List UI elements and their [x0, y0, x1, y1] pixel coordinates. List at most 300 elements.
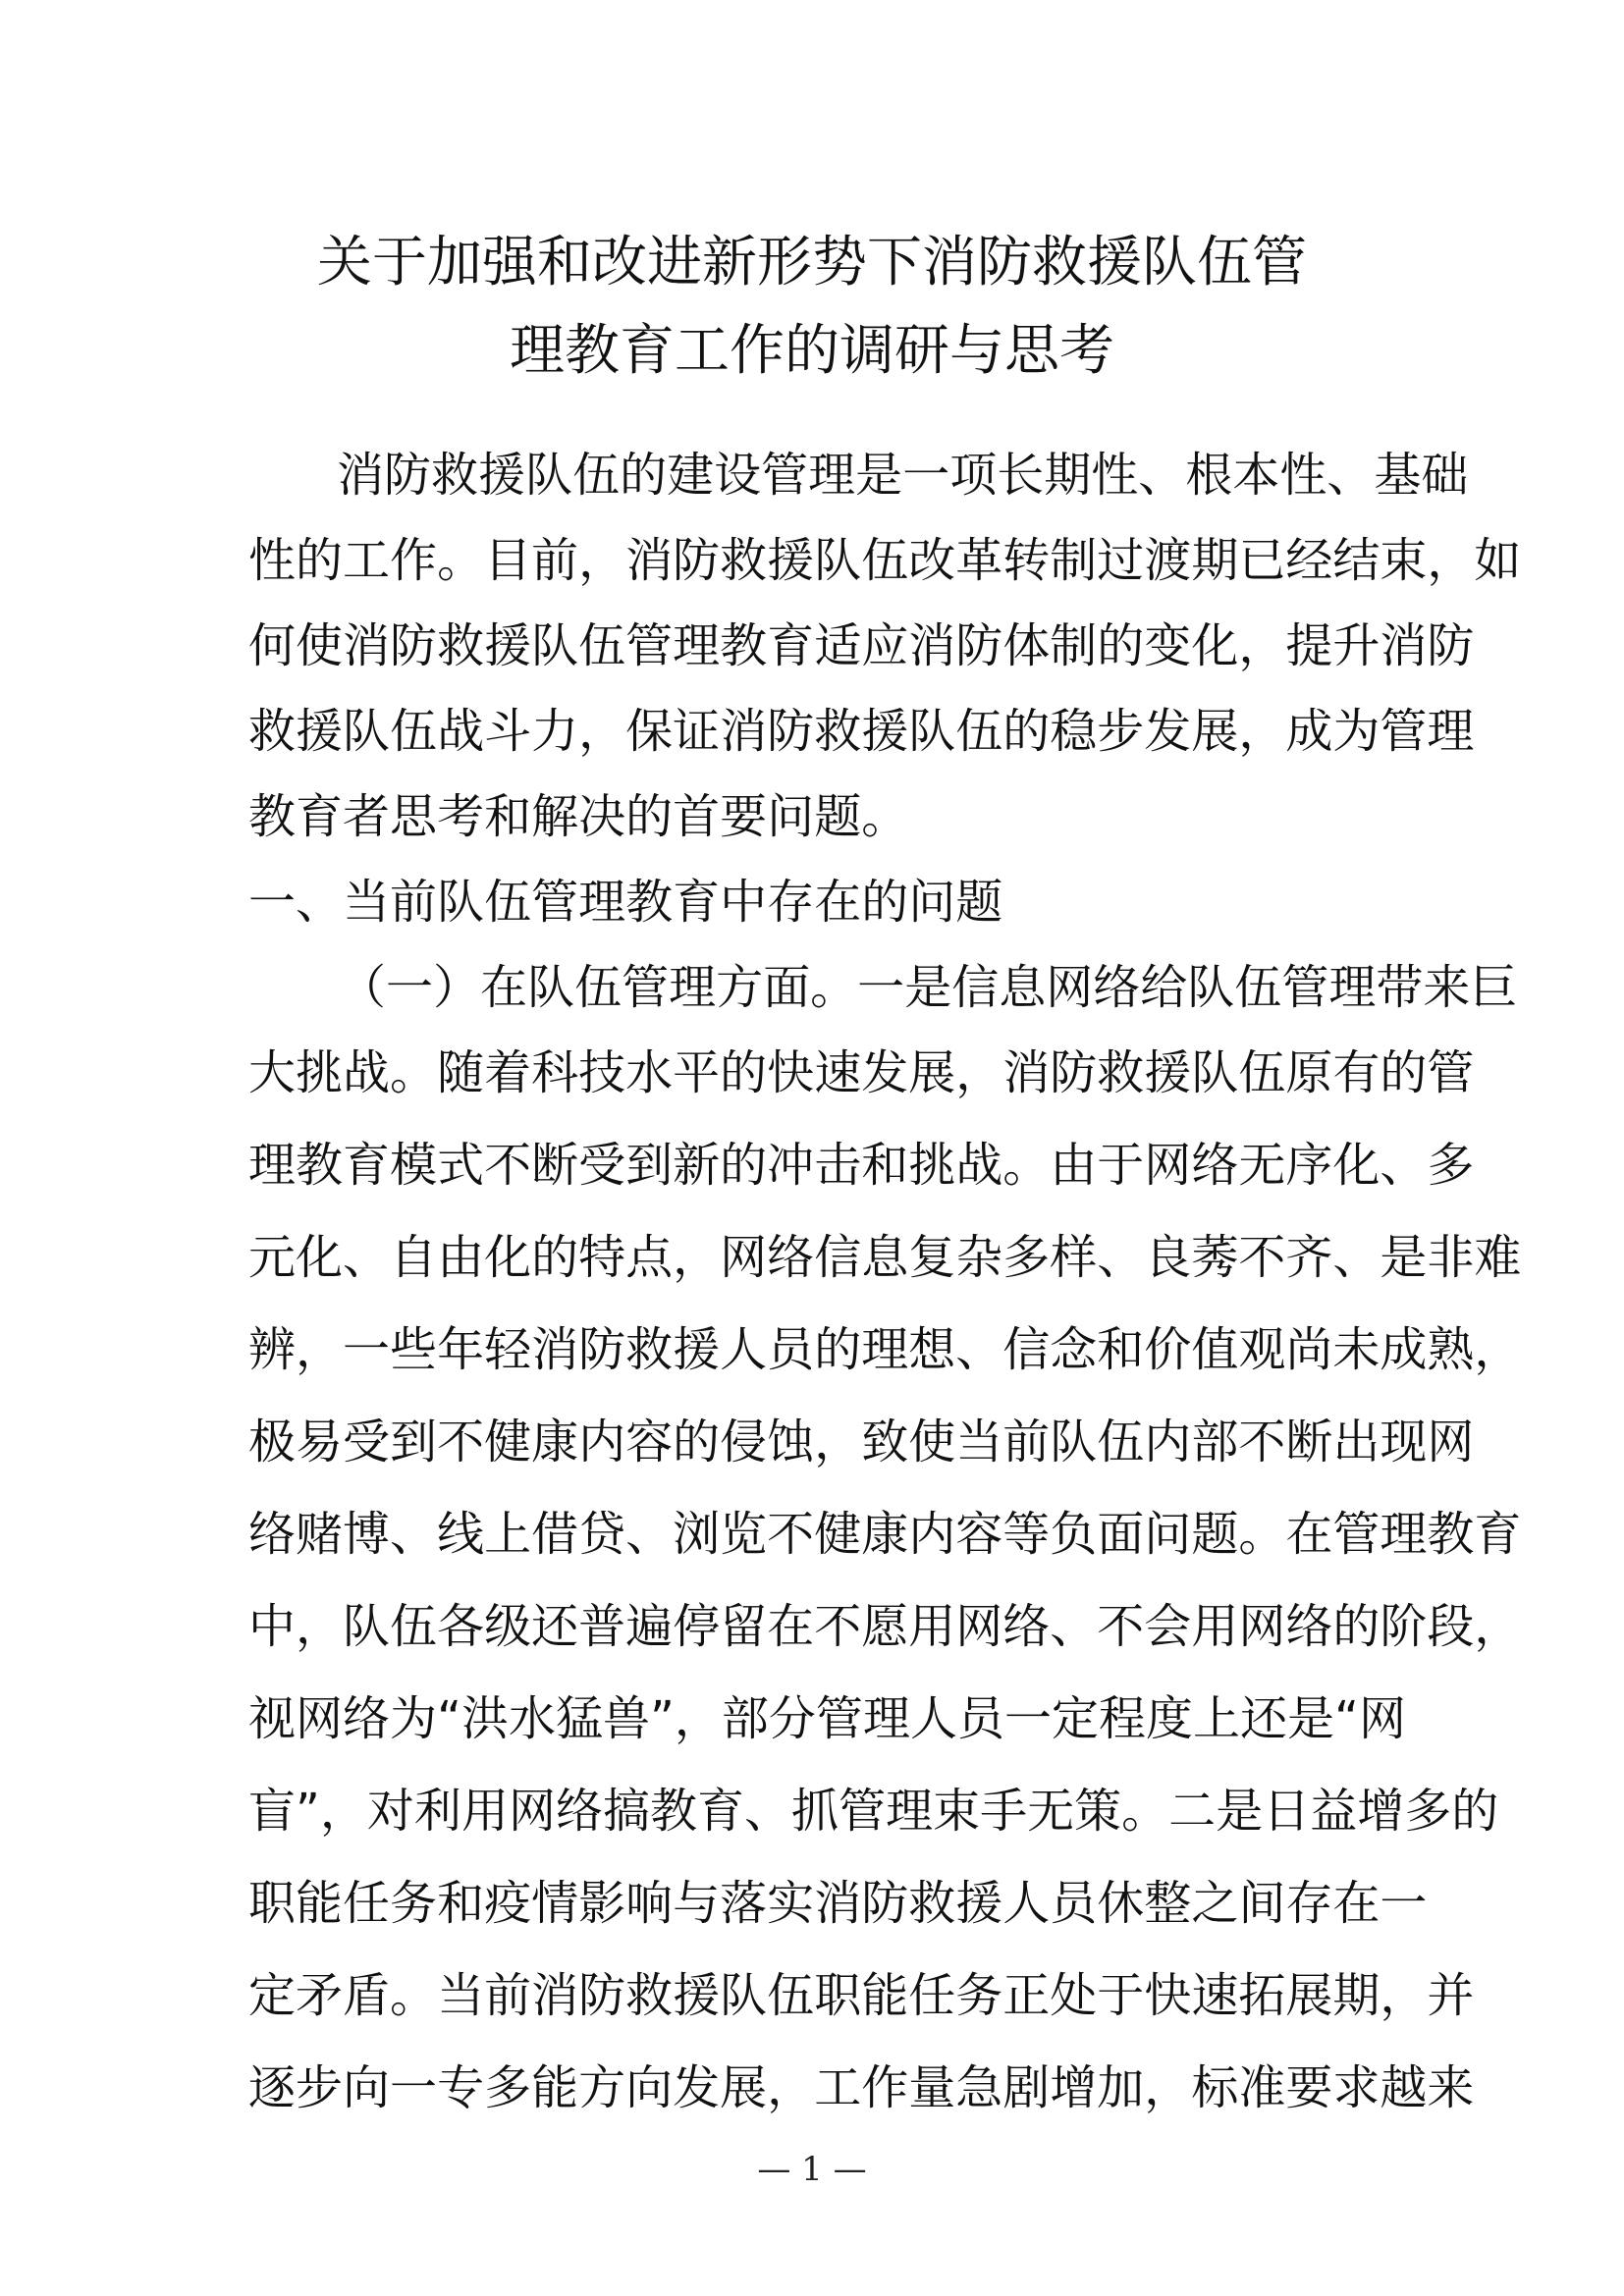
character: 定 — [248, 1968, 297, 2023]
character: 策 — [1074, 1784, 1122, 1839]
character: 改 — [908, 533, 956, 588]
character: 化 — [296, 1230, 344, 1285]
character: 络 — [1191, 1138, 1239, 1193]
character: 的 — [1380, 1045, 1428, 1100]
character: 防 — [384, 448, 432, 503]
character: 存 — [767, 875, 815, 930]
character: 员 — [1050, 1876, 1098, 1931]
character: 遍 — [625, 1599, 674, 1654]
character: 伍 — [767, 1968, 815, 2023]
character: 当 — [955, 1415, 1003, 1469]
character: ， — [1238, 704, 1286, 759]
character: 想 — [908, 1322, 956, 1377]
character: 理 — [673, 618, 721, 673]
character: 中 — [248, 1599, 297, 1654]
character: 网 — [1358, 1691, 1406, 1746]
character: 在 — [1332, 1876, 1380, 1931]
character: 问 — [1144, 1507, 1192, 1562]
character: ， — [1380, 1968, 1428, 2023]
character: 序 — [1285, 1138, 1333, 1193]
character: 要 — [720, 789, 768, 844]
character: 要 — [1285, 2060, 1333, 2115]
character: 影 — [578, 1876, 626, 1931]
character: 制 — [1050, 533, 1098, 588]
paragraph-line — [248, 1043, 1474, 1102]
character: 杂 — [955, 1230, 1003, 1285]
character: 式 — [437, 1138, 485, 1193]
character: 络 — [767, 1230, 815, 1285]
character: 来 — [1423, 960, 1471, 1015]
character: 、 — [1138, 448, 1186, 503]
character: 猛 — [555, 1691, 603, 1746]
document-title-line-2: 理教育工作的调研与思考 — [510, 319, 1114, 383]
character: 情 — [531, 1876, 579, 1931]
character: 束 — [1380, 533, 1428, 588]
character: 不 — [1238, 1230, 1286, 1285]
character: 向 — [625, 2060, 674, 2115]
character: 考 — [437, 789, 485, 844]
character: 升 — [1332, 618, 1380, 673]
character: 成 — [1380, 1322, 1428, 1377]
character: 理 — [861, 1322, 909, 1377]
character: 逐 — [248, 2060, 297, 2115]
character: 由 — [1050, 1138, 1098, 1193]
character: 、 — [1332, 1230, 1380, 1285]
character: 。 — [1121, 1784, 1169, 1839]
character: 管 — [622, 960, 670, 1015]
character: 侵 — [720, 1415, 768, 1469]
character: 消 — [814, 1876, 862, 1931]
character: 队 — [1191, 1045, 1239, 1100]
character: 不 — [1097, 1599, 1145, 1654]
character: 建 — [667, 448, 715, 503]
character: “ — [437, 1691, 461, 1746]
character: 存 — [1285, 1876, 1333, 1931]
character: 队 — [531, 618, 579, 673]
character: 防 — [861, 1876, 909, 1931]
character: 信 — [814, 1230, 862, 1285]
character: 元 — [248, 1230, 297, 1285]
character: 用 — [908, 1599, 956, 1654]
character: 是 — [1287, 1691, 1335, 1746]
character: 观 — [1238, 1322, 1286, 1377]
character: 会 — [1144, 1599, 1192, 1654]
character: 信 — [951, 960, 1000, 1015]
character: 防 — [578, 1322, 626, 1377]
character: 人 — [1002, 1876, 1051, 1931]
page-number: — 1 — — [757, 2150, 867, 2189]
character: 赌 — [296, 1507, 344, 1562]
character: 二 — [1168, 1784, 1217, 1839]
character: 极 — [248, 1415, 297, 1469]
character: 育 — [673, 875, 721, 930]
character: 网 — [1046, 960, 1094, 1015]
character: 盲 — [248, 1784, 297, 1839]
character: 搞 — [602, 1784, 650, 1839]
character: 良 — [1144, 1230, 1192, 1285]
character: 新 — [673, 1138, 721, 1193]
character: 不 — [767, 1507, 815, 1562]
character: 管 — [1332, 1507, 1380, 1562]
character: 不 — [814, 1599, 862, 1654]
character: 援 — [673, 1322, 721, 1377]
character: 网 — [508, 1784, 556, 1839]
character: 未 — [1332, 1322, 1380, 1377]
character: 的 — [1451, 1784, 1499, 1839]
character: 援 — [296, 704, 344, 759]
character: 管 — [1380, 704, 1428, 759]
character: ） — [433, 960, 481, 1015]
character: 伍 — [572, 448, 621, 503]
character: 救 — [1097, 1045, 1145, 1100]
character: 随 — [437, 1045, 485, 1100]
character: 普 — [578, 1599, 626, 1654]
character: 熟 — [1427, 1322, 1475, 1377]
character: 展 — [1285, 1968, 1333, 2023]
character: 消 — [337, 448, 385, 503]
character: 、 — [625, 1507, 674, 1562]
character: 技 — [578, 1045, 626, 1100]
character: 务 — [955, 1968, 1003, 2023]
character: 员 — [767, 1322, 815, 1377]
character: 矛 — [296, 1968, 344, 2023]
character: 网 — [1427, 1415, 1475, 1469]
character: 问 — [908, 875, 956, 930]
character: 管 — [761, 448, 809, 503]
character: 线 — [437, 1507, 485, 1562]
character: 中 — [720, 875, 768, 930]
character: 和 — [1097, 1322, 1145, 1377]
character: 消 — [625, 533, 674, 588]
character: 的 — [861, 875, 909, 930]
character: 作 — [861, 2060, 909, 2115]
paragraph-line — [248, 1136, 1474, 1195]
character: 、 — [1050, 1599, 1098, 1654]
character: 何 — [248, 618, 297, 673]
character: 大 — [248, 1045, 297, 1100]
character: 休 — [1097, 1876, 1145, 1931]
character: 、 — [1097, 1230, 1145, 1285]
character: 络 — [1285, 1599, 1333, 1654]
character: 发 — [673, 2060, 721, 2115]
character: 多 — [484, 2060, 532, 2115]
character: 用 — [460, 1784, 509, 1839]
paragraph-line — [248, 787, 908, 846]
character: 冲 — [767, 1138, 815, 1193]
character: 平 — [673, 1045, 721, 1100]
character: 是 — [1216, 1784, 1264, 1839]
character: 理 — [1380, 1507, 1428, 1562]
character: 各 — [437, 1599, 485, 1654]
character: ， — [955, 1045, 1003, 1100]
character: 一 — [1003, 1691, 1052, 1746]
character: 之 — [1191, 1876, 1239, 1931]
character: 救 — [814, 704, 862, 759]
character: 解 — [531, 789, 579, 844]
character: 防 — [1427, 618, 1475, 673]
character: “ — [1334, 1691, 1359, 1746]
character: 览 — [720, 1507, 768, 1562]
character: 、 — [1380, 1138, 1428, 1193]
character: ， — [673, 1230, 721, 1285]
paragraph-line — [248, 1413, 1474, 1471]
character: 难 — [1474, 1230, 1522, 1285]
character: 、 — [390, 1507, 438, 1562]
character: 响 — [625, 1876, 674, 1931]
character: 益 — [1310, 1784, 1358, 1839]
character: 化 — [484, 1230, 532, 1285]
character: 教 — [650, 1784, 698, 1839]
character: 容 — [625, 1415, 674, 1469]
character: 快 — [767, 1045, 815, 1100]
character: 适 — [814, 618, 862, 673]
character: 速 — [814, 1045, 862, 1100]
character: 正 — [1002, 1968, 1051, 2023]
character: 伍 — [1097, 1415, 1145, 1469]
character: 育 — [296, 789, 344, 844]
character: 消 — [908, 618, 956, 673]
character: 使 — [908, 1415, 956, 1469]
character: 加 — [1097, 2060, 1145, 2115]
character: 挑 — [908, 1138, 956, 1193]
character: 化 — [1191, 618, 1239, 673]
character: 援 — [767, 533, 815, 588]
character: 和 — [861, 1138, 909, 1193]
character: 救 — [437, 618, 485, 673]
paragraph-line — [337, 446, 1468, 505]
character: 理 — [248, 1138, 297, 1193]
character: 于 — [1097, 1968, 1145, 2023]
character: 洪 — [460, 1691, 509, 1746]
character: 。 — [390, 1045, 438, 1100]
character: 育 — [343, 1138, 391, 1193]
character: 革 — [955, 533, 1003, 588]
character: 实 — [767, 1876, 815, 1931]
character: 量 — [908, 2060, 956, 2115]
character: 展 — [720, 2060, 768, 2115]
character: 准 — [1238, 2060, 1286, 2115]
character: 点 — [625, 1230, 674, 1285]
character: 息 — [999, 960, 1047, 1015]
character: 为 — [1332, 704, 1380, 759]
character: 期 — [1191, 533, 1239, 588]
character: 救 — [625, 1968, 674, 2023]
character: 发 — [861, 1045, 909, 1100]
character: 战 — [437, 704, 485, 759]
character: ， — [674, 1691, 722, 1746]
character: 的 — [620, 448, 668, 503]
character: 援 — [478, 448, 526, 503]
paragraph-line — [248, 1505, 1521, 1564]
character: 职 — [814, 1968, 862, 2023]
character: 理 — [669, 960, 717, 1015]
character: 方 — [578, 2060, 626, 2115]
character: 教 — [720, 618, 768, 673]
character: 防 — [578, 1968, 626, 2023]
character: 者 — [343, 789, 391, 844]
character: 任 — [343, 1876, 391, 1931]
character: 育 — [697, 1784, 745, 1839]
character: 受 — [578, 1138, 626, 1193]
character: 急 — [955, 2060, 1003, 2115]
character: 队 — [908, 704, 956, 759]
character: 队 — [814, 533, 862, 588]
character: 一 — [1380, 1876, 1428, 1931]
character: 。 — [390, 1968, 438, 2023]
character: 上 — [484, 1507, 532, 1562]
character: 救 — [248, 704, 297, 759]
character: 康 — [531, 1415, 579, 1469]
paragraph-line — [248, 1228, 1521, 1287]
character: 莠 — [1191, 1230, 1239, 1285]
character: 模 — [390, 1138, 438, 1193]
paragraph-line — [248, 1689, 1406, 1748]
character: 人 — [720, 1322, 768, 1377]
character: 首 — [673, 789, 721, 844]
character: 管 — [1281, 960, 1329, 1015]
character: 辨 — [248, 1322, 297, 1377]
paragraph-line — [248, 1966, 1474, 2025]
character: 作 — [390, 533, 438, 588]
character: 多 — [1427, 1138, 1475, 1193]
character: 多 — [1002, 1230, 1051, 1285]
character: 渡 — [1144, 533, 1192, 588]
character: 带 — [1376, 960, 1424, 1015]
character: 消 — [343, 618, 391, 673]
character: 兽 — [602, 1691, 650, 1746]
character: 增 — [1357, 1784, 1405, 1839]
character: 面 — [763, 960, 811, 1015]
character: 步 — [296, 2060, 344, 2115]
character: 无 — [1027, 1784, 1075, 1839]
character: 借 — [531, 1507, 579, 1562]
character: 落 — [720, 1876, 768, 1931]
character: 础 — [1421, 448, 1469, 503]
character: 有 — [1332, 1045, 1380, 1100]
character: 。 — [861, 789, 909, 844]
character: 一 — [857, 960, 905, 1015]
character: 成 — [1285, 704, 1333, 759]
character: 速 — [1191, 1968, 1239, 2023]
character: 不 — [484, 1138, 532, 1193]
character: 队 — [720, 1968, 768, 2023]
character: 击 — [814, 1138, 862, 1193]
character: 阶 — [1380, 1599, 1428, 1654]
character: 愿 — [861, 1599, 909, 1654]
character: 整 — [1144, 1876, 1192, 1931]
character: 内 — [1144, 1415, 1192, 1469]
character: 念 — [1050, 1322, 1098, 1377]
character: 络 — [248, 1507, 297, 1562]
character: 度 — [1146, 1691, 1194, 1746]
character: 当 — [437, 1968, 485, 2023]
character: 部 — [721, 1691, 769, 1746]
character: 战 — [343, 1045, 391, 1100]
character: 证 — [673, 704, 721, 759]
character: 水 — [625, 1045, 674, 1100]
character: 为 — [390, 1691, 438, 1746]
character: ， — [1474, 1322, 1522, 1377]
character: 求 — [1332, 2060, 1380, 2115]
character: 防 — [390, 618, 438, 673]
character: 队 — [525, 448, 573, 503]
character: 的 — [1332, 1599, 1380, 1654]
character: 防 — [955, 618, 1003, 673]
character: 理 — [808, 448, 856, 503]
character: 还 — [1240, 1691, 1288, 1746]
character: ， — [578, 533, 626, 588]
character: 管 — [839, 1784, 887, 1839]
character: 无 — [1238, 1138, 1286, 1193]
document-title-line-1: 关于加强和改进新形势下消防救援队伍管 — [317, 231, 1307, 294]
character: 容 — [955, 1507, 1003, 1562]
character: ， — [296, 1599, 344, 1654]
character: 步 — [1097, 704, 1145, 759]
character: 防 — [673, 533, 721, 588]
character: ， — [1238, 618, 1286, 673]
character: 消 — [1002, 1045, 1051, 1100]
character: 管 — [625, 618, 674, 673]
character: 易 — [296, 1415, 344, 1469]
character: 、 — [744, 1784, 792, 1839]
character: 特 — [578, 1230, 626, 1285]
character: 齐 — [1285, 1230, 1333, 1285]
character: 题 — [955, 875, 1003, 930]
character: 抓 — [791, 1784, 839, 1839]
character: 队 — [527, 960, 575, 1015]
character: 设 — [714, 448, 762, 503]
character: 年 — [437, 1322, 485, 1377]
character: 伍 — [390, 1599, 438, 1654]
character: 队 — [1050, 1415, 1098, 1469]
character: 前 — [484, 1968, 532, 2023]
character: （ — [339, 960, 387, 1015]
character: 处 — [1050, 1968, 1098, 2023]
character: 援 — [955, 1876, 1003, 1931]
character: 不 — [437, 1415, 485, 1469]
character: 任 — [908, 1968, 956, 2023]
character: 分 — [768, 1691, 816, 1746]
character: 转 — [1002, 533, 1051, 588]
character: 。 — [1002, 1138, 1051, 1193]
character: 程 — [1099, 1691, 1147, 1746]
character: 本 — [1232, 448, 1280, 503]
character: 的 — [625, 789, 674, 844]
character: 能 — [296, 1876, 344, 1931]
character: 。 — [437, 533, 485, 588]
character: 值 — [1191, 1322, 1239, 1377]
character: 、 — [296, 875, 344, 930]
character: 轻 — [484, 1322, 532, 1377]
character: 原 — [1285, 1045, 1333, 1100]
character: 越 — [1380, 2060, 1428, 2115]
character: 救 — [625, 1322, 674, 1377]
character: 理 — [1328, 960, 1377, 1015]
paragraph-line — [248, 702, 1474, 761]
character: 级 — [484, 1599, 532, 1654]
character: 间 — [1238, 1876, 1286, 1931]
character: 体 — [1002, 618, 1051, 673]
character: 络 — [555, 1784, 603, 1839]
character: 制 — [1050, 618, 1098, 673]
character: 目 — [484, 533, 532, 588]
paragraph-line — [248, 1597, 1521, 1656]
character: 变 — [1144, 618, 1192, 673]
character: 样 — [1050, 1230, 1098, 1285]
character: 给 — [1140, 960, 1188, 1015]
character: 伍 — [390, 704, 438, 759]
character: 化 — [1332, 1138, 1380, 1193]
